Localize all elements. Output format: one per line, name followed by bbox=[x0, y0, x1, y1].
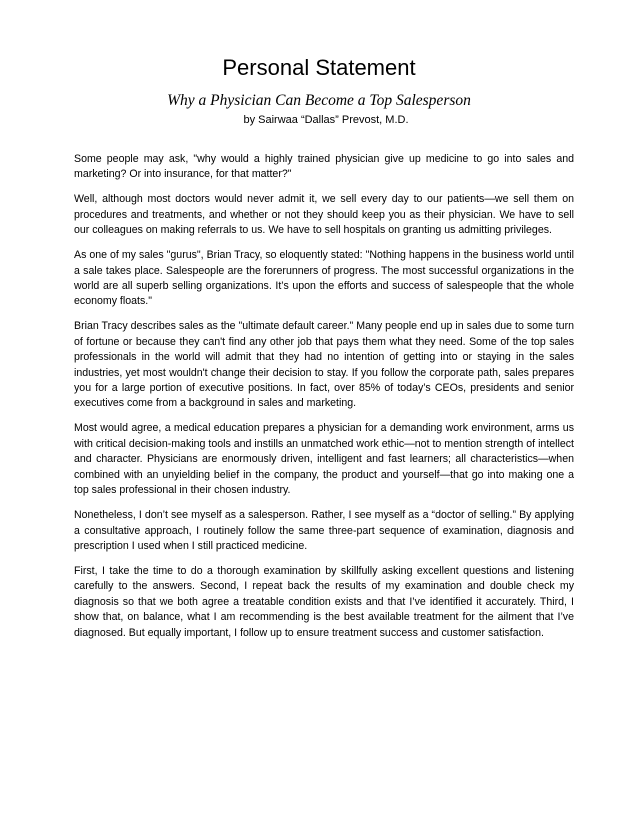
document-body bbox=[74, 152, 574, 651]
document-subtitle: Why a Physician Can Become a Top Salesperson bbox=[167, 92, 471, 109]
paragraph-7: First, I take the time to do a thorough examination by skillfully asking excellent questions and listening carefully to the answers. Second, I repeat back the results of my examination and double check my diagnosis so that we both agree a treatable condition exists and that I’ve identified it accurately. Third, I show that, on balance, what I am recommending is the best available treatment for the ailment that I’ve diagnosed. But equally important, I follow up to ensure treatment success and customer satisfaction. bbox=[74, 564, 574, 639]
paragraph-2: Well, although most doctors would never admit it, we sell every day to our patients—we sell them on procedures and treatments, and whether or not they should keep you as their physician. We have to sell our colleagues on making referrals to us. We have to sell hospitals on granting us admitting privileges. bbox=[74, 193, 574, 237]
paragraph-4: Brian Tracy describes sales as the "ultimate default career." Many people end up in sales due to some turn of fortune or because they can't find any other job that pays them what they need. Some of the top sales professionals in the world will admit that they had no intention of getting into or staying in the sales industries, yet most wouldn't change their decision to stay. If you follow the corporate path, sales prepares you for a large portion of executive positions. In fact, over 85% of today’s CEOs, presidents and senior executives come from a background in sales and marketing. bbox=[74, 320, 574, 410]
paragraph-6: Nonetheless, I don’t see myself as a salesperson. Rather, I see myself as a “doctor of selling.” By applying a consultative approach, I routinely follow the same three-part sequence of examination, diagnosis and prescription I used when I still practiced medicine. bbox=[74, 509, 574, 552]
paragraph-5: Most would agree, a medical education prepares a physician for a demanding work environment, arms us with critical decision-making tools and instills an unmatched work ethic—not to mention strength of intellect and character. Physicians are enormously driven, intelligent and fast learners; all characteristics—when combined with an unyielding belief in the company, the product and yourself—that go into making one a top sales professional in their chosen industry. bbox=[74, 422, 574, 497]
paragraph-1: Some people may ask, "why would a highly trained physician give up medicine to go into sales and marketing? Or into insurance, for that matter?" bbox=[74, 153, 574, 181]
paragraph-3: As one of my sales "gurus", Brian Tracy, so eloquently stated: "Nothing happens in the business world until a sale takes place. Salespeople are the forerunners of progress. The most successful organizations in the world are all superb selling organizations. It’s upon the efforts and success of salespeople that the whole economy floats." bbox=[74, 249, 574, 308]
author-byline: by Sairwaa “Dallas” Prevost, M.D. bbox=[243, 114, 409, 126]
document-title: Personal Statement bbox=[222, 55, 416, 80]
